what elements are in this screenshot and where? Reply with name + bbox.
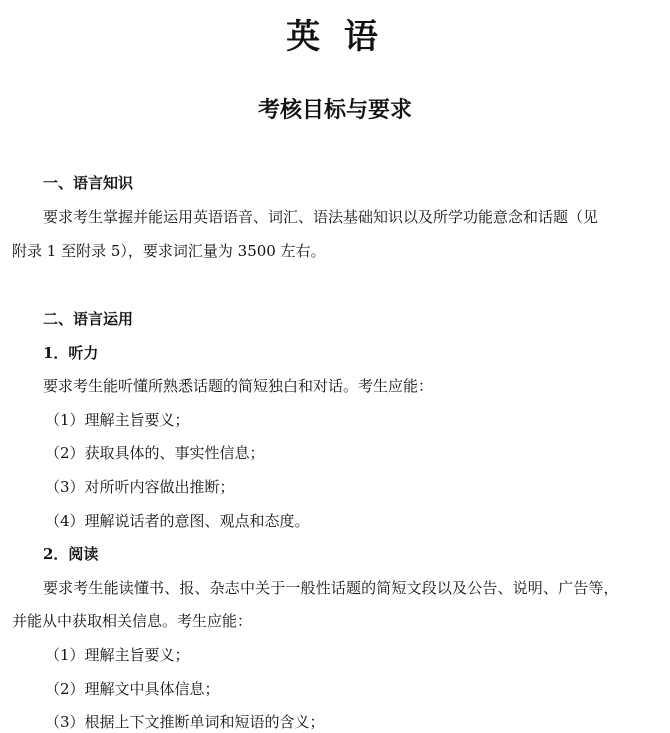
paragraph-line: 要求考生能听懂所熟悉话题的简短独白和对话。考生应能： bbox=[43, 377, 434, 395]
subsection-heading-reading: 2．阅读 bbox=[43, 545, 99, 563]
page-title: 英 语 bbox=[286, 17, 384, 57]
paragraph-line: 并能从中获取相关信息。考生应能： bbox=[12, 612, 253, 630]
subsection-heading-listening: 1．听力 bbox=[43, 344, 99, 362]
list-item: （1）理解主旨要义； bbox=[45, 646, 190, 664]
section-heading-language-knowledge: 一、语言知识 bbox=[43, 174, 134, 192]
list-item: （3）对所听内容做出推断； bbox=[45, 478, 235, 496]
paragraph-line: 要求考生掌握并能运用英语语音、词汇、语法基础知识以及所学功能意念和话题（见 bbox=[43, 208, 599, 226]
list-item: （3）根据上下文推断单词和短语的含义； bbox=[45, 713, 325, 731]
list-item: （4）理解说话者的意图、观点和态度。 bbox=[45, 512, 310, 530]
paragraph-line: 要求考生能读懂书、报、杂志中关于一般性话题的简短文段以及公告、说明、广告等， bbox=[43, 579, 619, 597]
list-item: （2）理解文中具体信息； bbox=[45, 680, 220, 698]
page-subtitle: 考核目标与要求 bbox=[257, 97, 412, 123]
section-heading-language-use: 二、语言运用 bbox=[43, 310, 134, 328]
list-item: （2）获取具体的、事实性信息； bbox=[45, 444, 265, 462]
paragraph-line: 附录 1 至附录 5），要求词汇量为 3500 左右。 bbox=[12, 242, 326, 260]
list-item: （1）理解主旨要义； bbox=[45, 411, 190, 429]
